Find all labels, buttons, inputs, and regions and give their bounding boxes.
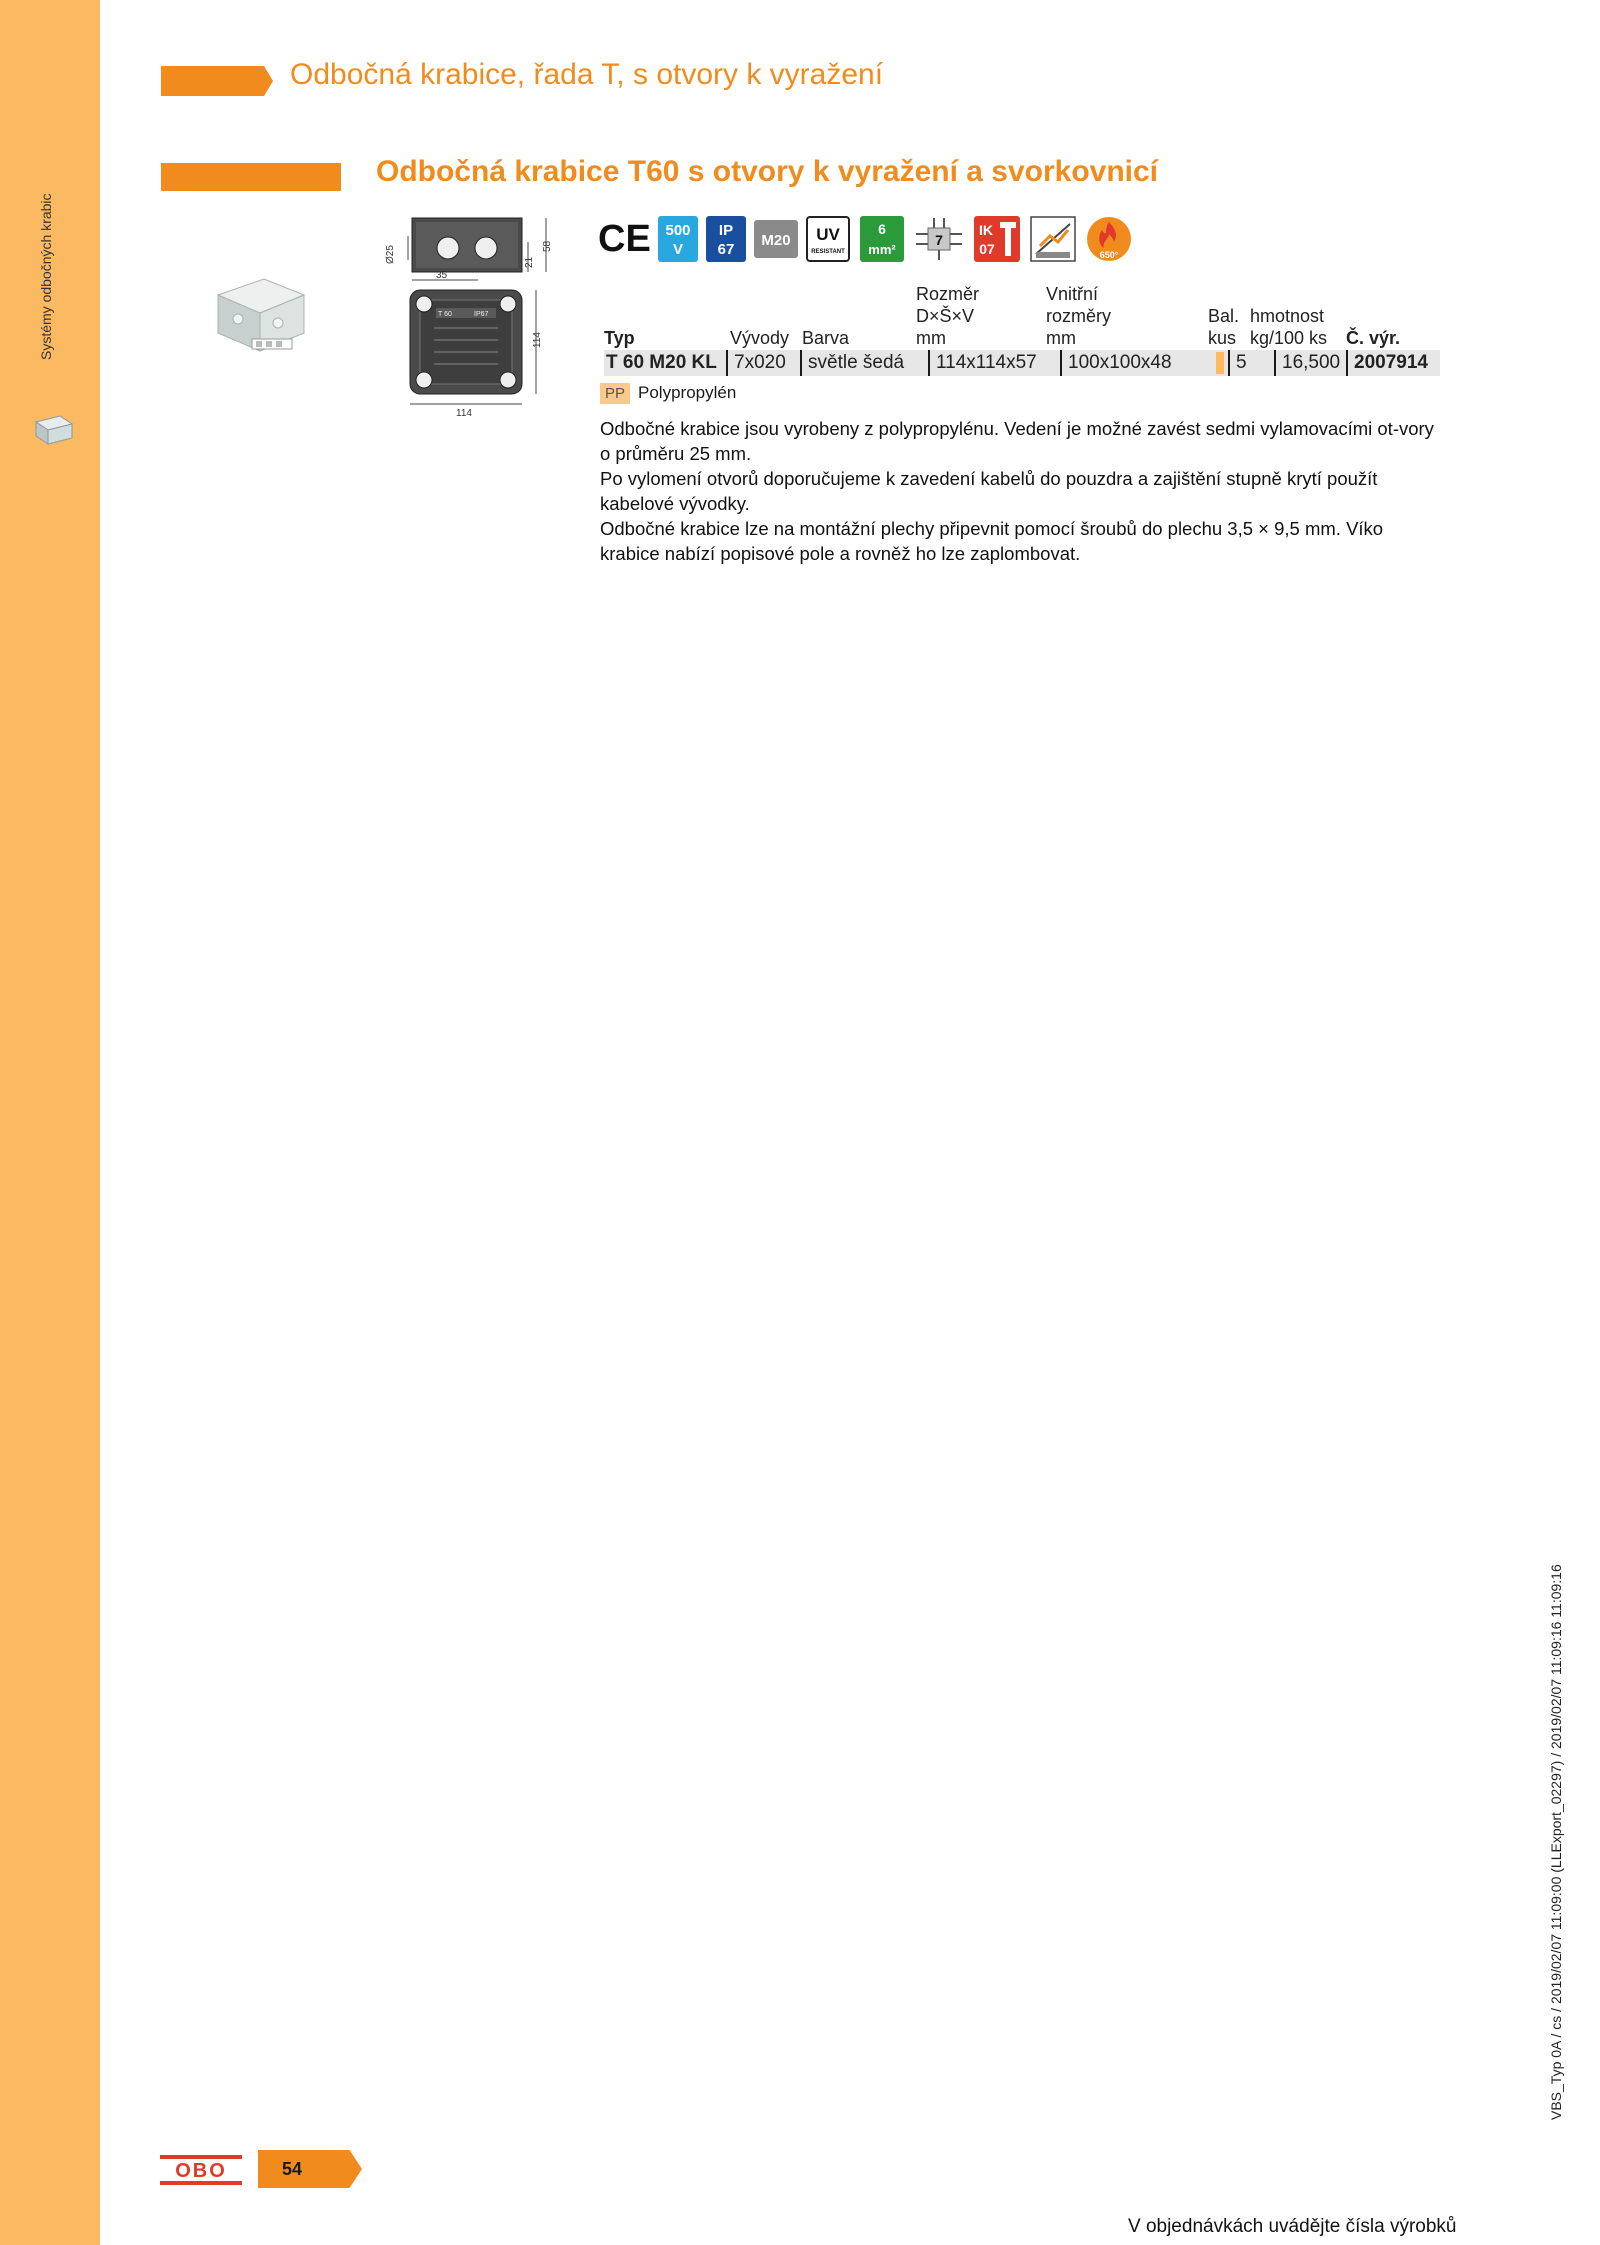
material-line [600,383,736,404]
header-cislo: Č. výr. [1346,328,1401,348]
dim-width: 114 [456,408,472,419]
lid-label: T 60 [438,311,452,318]
svg-text:IP: IP [718,222,734,239]
obo-logo [160,2155,242,2185]
technical-drawing [380,212,570,419]
dim-height: 114 [532,332,543,348]
export-metadata: VBS_Typ 0A / cs / 2019/02/07 11:09:00 (LLExport_02297) / 2019/02/07 11:09:16 11:09:16 [1548,1564,1564,2120]
svg-text:mm²: mm² [868,242,896,257]
description-paragraph: Odbočné krabice lze na montážní plechy připevnit pomocí šroubů do plechu 3,5 × 9,5 mm. Víko krabice nabízí popisové pole a rovněž ho lze zaplombovat. [600,518,1384,564]
dim-diameter: Ø25 [385,245,396,264]
flame-retardant-icon [1030,216,1076,262]
material-code-badge: PP [600,383,630,404]
svg-text:7: 7 [935,232,943,248]
svg-text:650°: 650° [1099,250,1119,260]
section-bar [161,163,341,191]
dim-58: 58 [542,240,553,252]
glow-wire-650-icon [1086,216,1132,262]
material-name: Polypropylén [638,383,737,402]
description [600,416,1440,566]
uv-resistant-icon [806,216,850,262]
svg-text:UV: UV [816,225,840,244]
header-barva: Barva [802,328,850,348]
svg-text:IK: IK [979,222,993,238]
header-vyvody: Vývody [730,328,790,348]
cell-typ: T 60 M20 KL [606,352,717,373]
svg-text:6: 6 [878,221,886,237]
cell-cislo: 2007914 [1346,350,1428,376]
header-rozmer-1: Rozměr [916,284,980,304]
product-photo [208,275,318,365]
voltage-500v-icon [658,216,698,262]
header-hmotnost-1: hmotnost [1250,306,1325,326]
footer-note: V objednávkách uvádějte čísla výrobků [1128,2216,1457,2237]
cell-vnitrni: 100x100x48 [1060,350,1172,376]
page-number: 54 [282,2159,303,2179]
svg-text:RESISTANT: RESISTANT [811,249,845,255]
header-typ: Typ [604,328,635,348]
page-title: Odbočná krabice, řada T, s otvory k vyražení [290,58,884,91]
table-row [604,350,1440,376]
page-tab [258,2150,362,2188]
ik07-icon [974,216,1020,262]
svg-text:07: 07 [979,241,995,257]
cell-vyvody: 7x020 [726,350,786,376]
cable-6mm2-icon [860,216,904,262]
svg-text:OBO: OBO [175,2160,227,2182]
description-paragraph: Po vylomení otvorů doporučujeme k zavedení kabelů do pouzdra a zajištění stupně krytí použít kabelové vývodky. [600,468,1378,514]
orange-marker [1216,352,1224,374]
ip67-icon [706,216,746,262]
m20-icon [754,216,798,262]
outlets-icon [914,216,964,262]
svg-text:M20: M20 [761,232,791,249]
dim-21: 21 [524,256,535,268]
header-bal-1: Bal. [1208,306,1240,326]
header-bal-2: kus [1208,328,1237,348]
dim-35: 35 [436,270,448,281]
svg-text:67: 67 [717,241,735,258]
header-bar [161,66,273,96]
header-hmotnost-2: kg/100 ks [1250,328,1328,348]
header-vnitrni-1: Vnitřní [1046,284,1099,304]
cell-rozmer: 114x114x57 [928,350,1037,376]
section-title: Odbočná krabice T60 s otvory k vyražení a svorkovnicí [376,155,1159,188]
description-paragraph: Odbočné krabice jsou vyrobeny z polypropylénu. Vedení je možné zavést sedmi vylamovacími ot-vory o průměru 25 mm. [600,418,1434,464]
cell-barva: světle šedá [800,350,904,376]
svg-text:500: 500 [665,222,691,239]
ce-icon: CE [598,218,651,260]
header-rozmer-2: D×Š×V [916,306,975,326]
cell-bal: 5 [1228,350,1247,376]
cell-hmotnost: 16,500 [1274,350,1340,376]
sidebar-label: Systémy odbočných krabic [38,193,54,360]
header-vnitrni-3: mm [1046,328,1076,348]
header-rozmer-3: mm [916,328,946,348]
header-vnitrni-2: rozměry [1046,306,1112,326]
product-thumbnail-icon [30,412,76,448]
svg-text:V: V [672,241,684,258]
lid-ip-label: IP67 [474,311,489,318]
